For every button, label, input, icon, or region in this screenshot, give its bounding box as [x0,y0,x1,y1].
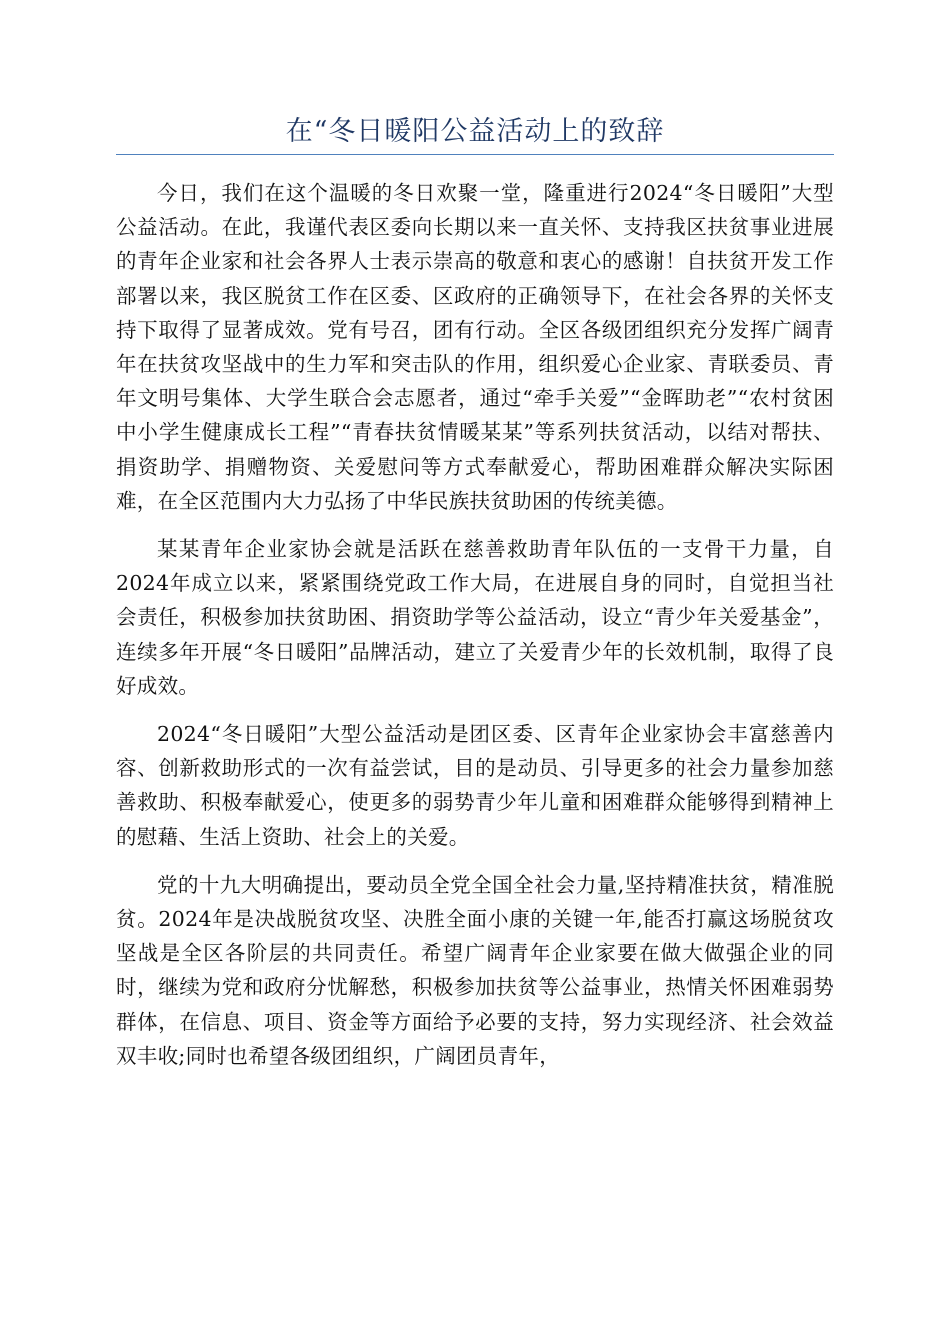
paragraph-4: 党的十九大明确提出，要动员全党全国全社会力量,坚持精准扶贫，精准脱贫。2024年是决战脱贫攻坚、决胜全面小康的关键一年,能否打赢这场脱贫攻坚战是全区各阶层的共同责任。希望广阔青年企业家要在做大做强企业的同时，继续为党和政府分忧解愁，积极参加扶贫等公益事业，热情关怀困难弱势群体，在信息、项目、资金等方面给予必要的支持，努力实现经济、社会效益双丰收;同时也希望各级团组织，广阔团员青年， [116,872,834,1068]
document-title: 在“冬日暖阳公益活动上的致辞 [285,116,665,147]
paragraph-1: 今日，我们在这个温暖的冬日欢聚一堂，隆重进行2024“冬日暖阳”大型公益活动。在此，我谨代表区委向长期以来一直关怀、支持我区扶贫事业进展的青年企业家和社会各界人士表示崇高的敬意和衷心的感谢！自扶贫开发工作部署以来，我区脱贫工作在区委、区政府的正确领导下，在社会各界的关怀支持下取得了显著成效。党有号召，团有行动。全区各级团组织充分发挥广阔青年在扶贫攻坚战中的生力军和突击队的作用，组织爱心企业家、青联委员、青年文明号集体、大学生联合会志愿者，通过“牵手关爱”“金晖助老”“农村贫困中小学生健康成长工程”“青春扶贫情暖某某”等系列扶贫活动，以结对帮扶、捐资助学、捐赠物资、关爱慰问等方式奉献爱心，帮助困难群众解决实际困难，在全区范围内大力弘扬了中华民族扶贫助困的传统美德。 [116,181,834,513]
paragraph-2: 某某青年企业家协会就是活跃在慈善救助青年队伍的一支骨干力量，自2024年成立以来，紧紧围绕党政工作大局，在进展自身的同时，自觉担当社会责任，积极参加扶贫助困、捐资助学等公益活动，设立“青少年关爱基金”，连续多年开展“冬日暖阳”品牌活动，建立了关爱青少年的长效机制，取得了良好成效。 [116,537,834,698]
document-body [116,176,834,1087]
title-underline [116,154,834,155]
paragraph-3: 2024“冬日暖阳”大型公益活动是团区委、区青年企业家协会丰富慈善内容、创新救助形式的一次有益尝试，目的是动员、引导更多的社会力量参加慈善救助、积极奉献爱心，使更多的弱势青少年儿童和困难群众能够得到精神上的慰藉、生活上资助、社会上的关爱。 [116,722,834,849]
